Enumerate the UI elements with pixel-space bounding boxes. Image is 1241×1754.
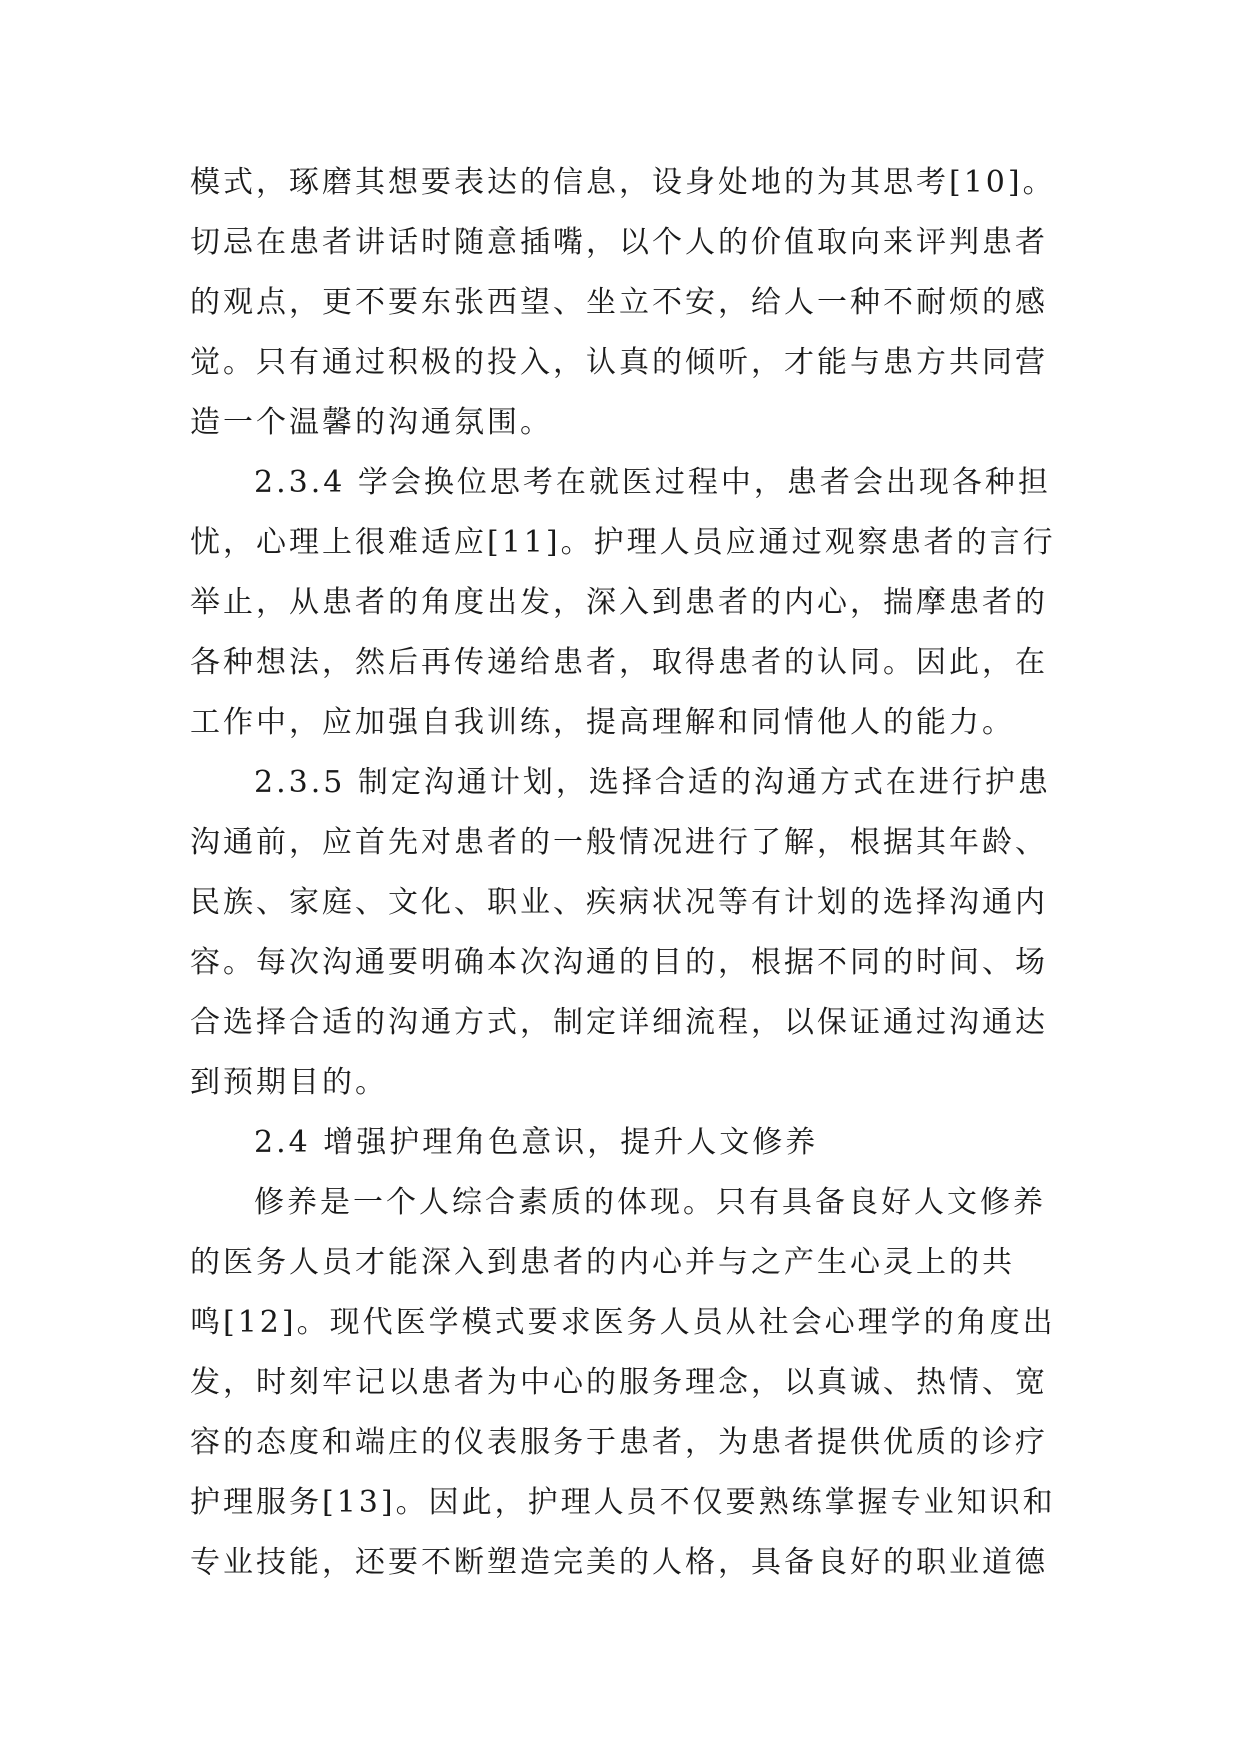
- text-line: 容的态度和端庄的仪表服务于患者，为患者提供优质的诊疗: [190, 1425, 1048, 1460]
- text-line: 护理服务[13]。因此，护理人员不仅要熟练掌握专业知识和: [190, 1485, 1056, 1520]
- text-line: 到预期目的。: [190, 1065, 388, 1100]
- text-line: 专业技能，还要不断塑造完美的人格，具备良好的职业道德: [190, 1545, 1048, 1580]
- section-heading-2-4: 2.4 增强护理角色意识，提升人文修养: [254, 1125, 819, 1160]
- text-line: 的医务人员才能深入到患者的内心并与之产生心灵上的共: [190, 1245, 1015, 1280]
- text-line: 模式，琢磨其想要表达的信息，设身处地的为其思考[10]。: [190, 165, 1056, 200]
- text-line: 工作中，应加强自我训练，提高理解和同情他人的能力。: [190, 705, 1015, 740]
- text-line: 合选择合适的沟通方式，制定详细流程，以保证通过沟通达: [190, 1005, 1048, 1040]
- paragraph-start: 修养是一个人综合素质的体现。只有具备良好人文修养: [254, 1185, 1046, 1220]
- text-line: 觉。只有通过积极的投入，认真的倾听，才能与患方共同营: [190, 345, 1048, 380]
- section-heading-2-3-5: 2.3.5 制定沟通计划，选择合适的沟通方式在进行护患: [254, 765, 1051, 800]
- text-line: 沟通前，应首先对患者的一般情况进行了解，根据其年龄、: [190, 825, 1048, 860]
- text-line: 的观点，更不要东张西望、坐立不安，给人一种不耐烦的感: [190, 285, 1048, 320]
- text-line: 民族、家庭、文化、职业、疾病状况等有计划的选择沟通内: [190, 885, 1048, 920]
- text-line: 各种想法，然后再传递给患者，取得患者的认同。因此，在: [190, 645, 1048, 680]
- document-body: [190, 153, 1060, 1593]
- text-line: 鸣[12]。现代医学模式要求医务人员从社会心理学的角度出: [190, 1305, 1056, 1340]
- section-heading-2-3-4: 2.3.4 学会换位思考在就医过程中，患者会出现各种担: [254, 465, 1051, 500]
- text-line: 发，时刻牢记以患者为中心的服务理念，以真诚、热情、宽: [190, 1365, 1048, 1400]
- text-line: 切忌在患者讲话时随意插嘴，以个人的价值取向来评判患者: [190, 225, 1048, 260]
- text-line: 容。每次沟通要明确本次沟通的目的，根据不同的时间、场: [190, 945, 1048, 980]
- text-line: 忧，心理上很难适应[11]。护理人员应通过观察患者的言行: [190, 525, 1056, 560]
- text-line: 举止，从患者的角度出发，深入到患者的内心，揣摩患者的: [190, 585, 1048, 620]
- text-line: 造一个温馨的沟通氛围。: [190, 405, 553, 440]
